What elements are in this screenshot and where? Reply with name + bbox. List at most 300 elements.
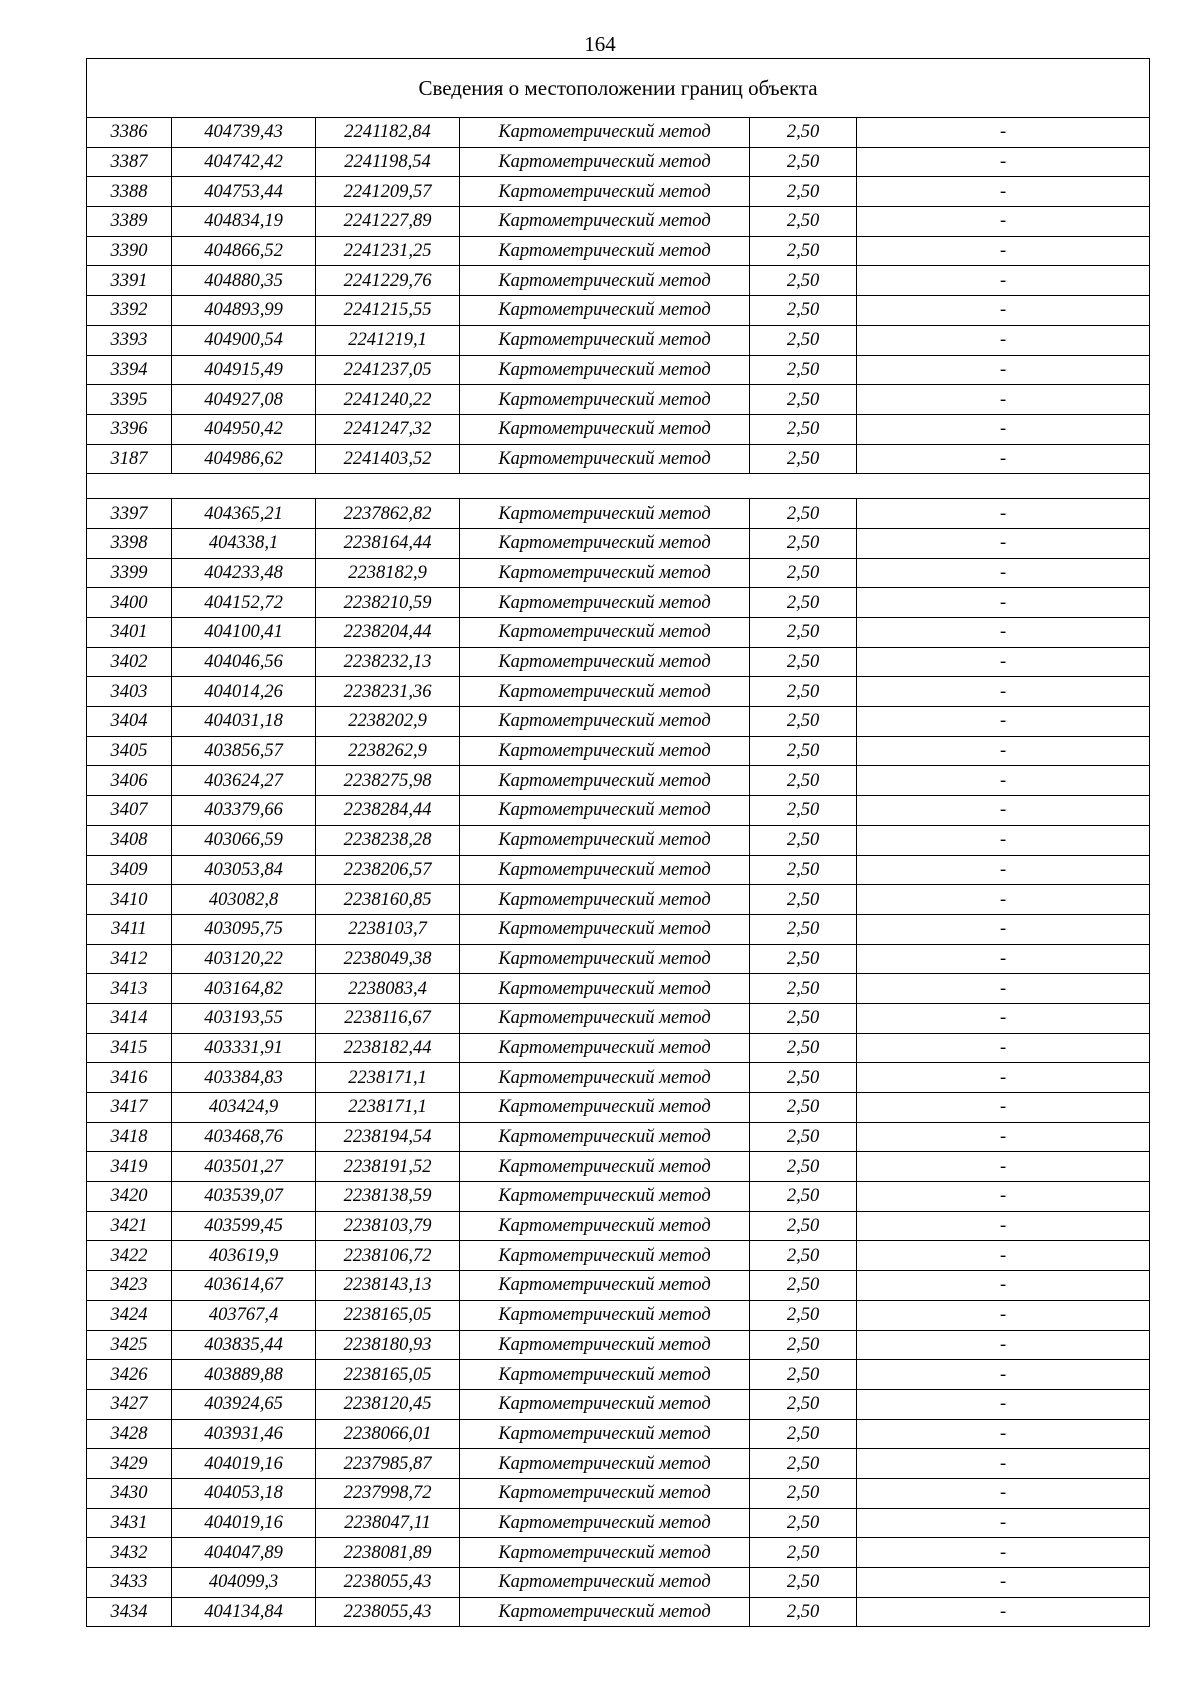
- y-coordinate-cell: 2241182,84: [316, 118, 460, 148]
- x-coordinate-cell: 404950,42: [172, 414, 316, 444]
- table-row: [87, 355, 1150, 385]
- point-number-cell: 3430: [87, 1478, 172, 1508]
- table-row: [87, 1241, 1150, 1271]
- accuracy-cell: 2,50: [750, 677, 857, 707]
- point-number-cell: 3431: [87, 1508, 172, 1538]
- point-number-cell: 3421: [87, 1211, 172, 1241]
- method-cell: Картометрический метод: [460, 974, 750, 1004]
- description-cell: -: [857, 1330, 1150, 1360]
- description-cell: -: [857, 147, 1150, 177]
- table-row: [87, 1568, 1150, 1598]
- accuracy-cell: 2,50: [750, 1182, 857, 1212]
- y-coordinate-cell: 2241229,76: [316, 266, 460, 296]
- method-cell: Картометрический метод: [460, 796, 750, 826]
- x-coordinate-cell: 403120,22: [172, 944, 316, 974]
- y-coordinate-cell: 2238047,11: [316, 1508, 460, 1538]
- x-coordinate-cell: 403924,65: [172, 1389, 316, 1419]
- table-title: Сведения о местоположении границ объекта: [87, 59, 1150, 118]
- description-cell: -: [857, 914, 1150, 944]
- point-number-cell: 3419: [87, 1152, 172, 1182]
- method-cell: Картометрический метод: [460, 177, 750, 207]
- method-cell: Картометрический метод: [460, 1597, 750, 1627]
- x-coordinate-cell: 404338,1: [172, 528, 316, 558]
- accuracy-cell: 2,50: [750, 385, 857, 415]
- accuracy-cell: 2,50: [750, 1478, 857, 1508]
- x-coordinate-cell: 404047,89: [172, 1538, 316, 1568]
- point-number-cell: 3423: [87, 1271, 172, 1301]
- y-coordinate-cell: 2241227,89: [316, 207, 460, 237]
- description-cell: -: [857, 325, 1150, 355]
- accuracy-cell: 2,50: [750, 855, 857, 885]
- table-row: [87, 1152, 1150, 1182]
- method-cell: Картометрический метод: [460, 1063, 750, 1093]
- accuracy-cell: 2,50: [750, 885, 857, 915]
- y-coordinate-cell: 2238210,59: [316, 588, 460, 618]
- point-number-cell: 3401: [87, 618, 172, 648]
- description-cell: -: [857, 499, 1150, 529]
- accuracy-cell: 2,50: [750, 1093, 857, 1123]
- y-coordinate-cell: 2237985,87: [316, 1449, 460, 1479]
- method-cell: Картометрический метод: [460, 118, 750, 148]
- point-number-cell: 3415: [87, 1033, 172, 1063]
- y-coordinate-cell: 2238120,45: [316, 1389, 460, 1419]
- accuracy-cell: 2,50: [750, 1360, 857, 1390]
- table-row: [87, 974, 1150, 1004]
- description-cell: -: [857, 1241, 1150, 1271]
- y-coordinate-cell: 2238231,36: [316, 677, 460, 707]
- method-cell: Картометрический метод: [460, 207, 750, 237]
- x-coordinate-cell: 403767,4: [172, 1300, 316, 1330]
- x-coordinate-cell: 403331,91: [172, 1033, 316, 1063]
- x-coordinate-cell: 404739,43: [172, 118, 316, 148]
- method-cell: Картометрический метод: [460, 618, 750, 648]
- y-coordinate-cell: 2238275,98: [316, 766, 460, 796]
- description-cell: -: [857, 796, 1150, 826]
- description-cell: -: [857, 1597, 1150, 1627]
- table-row: [87, 766, 1150, 796]
- y-coordinate-cell: 2238103,79: [316, 1211, 460, 1241]
- method-cell: Картометрический метод: [460, 1300, 750, 1330]
- method-cell: Картометрический метод: [460, 825, 750, 855]
- x-coordinate-cell: 403424,9: [172, 1093, 316, 1123]
- description-cell: -: [857, 618, 1150, 648]
- x-coordinate-cell: 404866,52: [172, 236, 316, 266]
- x-coordinate-cell: 404915,49: [172, 355, 316, 385]
- description-cell: -: [857, 885, 1150, 915]
- table-row: [87, 1330, 1150, 1360]
- accuracy-cell: 2,50: [750, 974, 857, 1004]
- point-number-cell: 3409: [87, 855, 172, 885]
- method-cell: Картометрический метод: [460, 414, 750, 444]
- point-number-cell: 3396: [87, 414, 172, 444]
- accuracy-cell: 2,50: [750, 207, 857, 237]
- x-coordinate-cell: 404019,16: [172, 1449, 316, 1479]
- point-number-cell: 3400: [87, 588, 172, 618]
- description-cell: -: [857, 825, 1150, 855]
- y-coordinate-cell: 2238083,4: [316, 974, 460, 1004]
- accuracy-cell: 2,50: [750, 1241, 857, 1271]
- group-separator-row: [87, 474, 1150, 499]
- y-coordinate-cell: 2238066,01: [316, 1419, 460, 1449]
- description-cell: -: [857, 944, 1150, 974]
- y-coordinate-cell: 2241219,1: [316, 325, 460, 355]
- x-coordinate-cell: 403835,44: [172, 1330, 316, 1360]
- x-coordinate-cell: 404019,16: [172, 1508, 316, 1538]
- boundary-coordinates-table: [86, 58, 1150, 1627]
- method-cell: Картометрический метод: [460, 325, 750, 355]
- y-coordinate-cell: 2238206,57: [316, 855, 460, 885]
- description-cell: -: [857, 1093, 1150, 1123]
- y-coordinate-cell: 2238180,93: [316, 1330, 460, 1360]
- point-number-cell: 3397: [87, 499, 172, 529]
- method-cell: Картометрический метод: [460, 1241, 750, 1271]
- point-number-cell: 3420: [87, 1182, 172, 1212]
- accuracy-cell: 2,50: [750, 1033, 857, 1063]
- table-row: [87, 385, 1150, 415]
- point-number-cell: 3392: [87, 296, 172, 326]
- accuracy-cell: 2,50: [750, 1538, 857, 1568]
- y-coordinate-cell: 2238106,72: [316, 1241, 460, 1271]
- table-row: [87, 707, 1150, 737]
- method-cell: Картометрический метод: [460, 885, 750, 915]
- x-coordinate-cell: 404014,26: [172, 677, 316, 707]
- point-number-cell: 3433: [87, 1568, 172, 1598]
- accuracy-cell: 2,50: [750, 1389, 857, 1419]
- point-number-cell: 3399: [87, 558, 172, 588]
- point-number-cell: 3405: [87, 736, 172, 766]
- accuracy-cell: 2,50: [750, 766, 857, 796]
- method-cell: Картометрический метод: [460, 1122, 750, 1152]
- x-coordinate-cell: 403095,75: [172, 914, 316, 944]
- x-coordinate-cell: 404100,41: [172, 618, 316, 648]
- accuracy-cell: 2,50: [750, 825, 857, 855]
- method-cell: Картометрический метод: [460, 558, 750, 588]
- accuracy-cell: 2,50: [750, 1063, 857, 1093]
- point-number-cell: 3390: [87, 236, 172, 266]
- table-row: [87, 1449, 1150, 1479]
- accuracy-cell: 2,50: [750, 736, 857, 766]
- x-coordinate-cell: 403501,27: [172, 1152, 316, 1182]
- x-coordinate-cell: 403624,27: [172, 766, 316, 796]
- y-coordinate-cell: 2238081,89: [316, 1538, 460, 1568]
- y-coordinate-cell: 2238103,7: [316, 914, 460, 944]
- point-number-cell: 3408: [87, 825, 172, 855]
- accuracy-cell: 2,50: [750, 1449, 857, 1479]
- method-cell: Картометрический метод: [460, 1211, 750, 1241]
- accuracy-cell: 2,50: [750, 1300, 857, 1330]
- x-coordinate-cell: 404900,54: [172, 325, 316, 355]
- table-row: [87, 885, 1150, 915]
- description-cell: -: [857, 1211, 1150, 1241]
- description-cell: -: [857, 177, 1150, 207]
- x-coordinate-cell: 404753,44: [172, 177, 316, 207]
- point-number-cell: 3407: [87, 796, 172, 826]
- y-coordinate-cell: 2238171,1: [316, 1063, 460, 1093]
- description-cell: -: [857, 1538, 1150, 1568]
- x-coordinate-cell: 403193,55: [172, 1003, 316, 1033]
- table-row: [87, 1211, 1150, 1241]
- table-row: [87, 1360, 1150, 1390]
- accuracy-cell: 2,50: [750, 236, 857, 266]
- description-cell: -: [857, 736, 1150, 766]
- method-cell: Картометрический метод: [460, 736, 750, 766]
- y-coordinate-cell: 2238116,67: [316, 1003, 460, 1033]
- description-cell: -: [857, 355, 1150, 385]
- y-coordinate-cell: 2238055,43: [316, 1568, 460, 1598]
- y-coordinate-cell: 2241240,22: [316, 385, 460, 415]
- table-title-row: [87, 59, 1150, 118]
- y-coordinate-cell: 2241403,52: [316, 444, 460, 474]
- accuracy-cell: 2,50: [750, 1568, 857, 1598]
- table-row: [87, 677, 1150, 707]
- table-row: [87, 1182, 1150, 1212]
- y-coordinate-cell: 2238182,9: [316, 558, 460, 588]
- method-cell: Картометрический метод: [460, 355, 750, 385]
- point-number-cell: 3410: [87, 885, 172, 915]
- accuracy-cell: 2,50: [750, 528, 857, 558]
- accuracy-cell: 2,50: [750, 588, 857, 618]
- y-coordinate-cell: 2241215,55: [316, 296, 460, 326]
- y-coordinate-cell: 2241231,25: [316, 236, 460, 266]
- method-cell: Картометрический метод: [460, 1419, 750, 1449]
- method-cell: Картометрический метод: [460, 444, 750, 474]
- table-row: [87, 1271, 1150, 1301]
- point-number-cell: 3404: [87, 707, 172, 737]
- table-row: [87, 118, 1150, 148]
- description-cell: -: [857, 444, 1150, 474]
- description-cell: -: [857, 1568, 1150, 1598]
- table-row: [87, 1093, 1150, 1123]
- x-coordinate-cell: 403164,82: [172, 974, 316, 1004]
- x-coordinate-cell: 403468,76: [172, 1122, 316, 1152]
- point-number-cell: 3395: [87, 385, 172, 415]
- x-coordinate-cell: 403614,67: [172, 1271, 316, 1301]
- x-coordinate-cell: 403931,46: [172, 1419, 316, 1449]
- point-number-cell: 3422: [87, 1241, 172, 1271]
- accuracy-cell: 2,50: [750, 414, 857, 444]
- x-coordinate-cell: 403539,07: [172, 1182, 316, 1212]
- method-cell: Картометрический метод: [460, 1033, 750, 1063]
- accuracy-cell: 2,50: [750, 1152, 857, 1182]
- y-coordinate-cell: 2237998,72: [316, 1478, 460, 1508]
- description-cell: -: [857, 1003, 1150, 1033]
- x-coordinate-cell: 404134,84: [172, 1597, 316, 1627]
- x-coordinate-cell: 403384,83: [172, 1063, 316, 1093]
- accuracy-cell: 2,50: [750, 325, 857, 355]
- description-cell: -: [857, 385, 1150, 415]
- method-cell: Картометрический метод: [460, 1093, 750, 1123]
- method-cell: Картометрический метод: [460, 855, 750, 885]
- point-number-cell: 3417: [87, 1093, 172, 1123]
- description-cell: -: [857, 707, 1150, 737]
- description-cell: -: [857, 118, 1150, 148]
- point-number-cell: 3402: [87, 647, 172, 677]
- y-coordinate-cell: 2238191,52: [316, 1152, 460, 1182]
- table-row: [87, 914, 1150, 944]
- description-cell: -: [857, 296, 1150, 326]
- x-coordinate-cell: 404053,18: [172, 1478, 316, 1508]
- description-cell: -: [857, 1389, 1150, 1419]
- method-cell: Картометрический метод: [460, 766, 750, 796]
- table-row: [87, 944, 1150, 974]
- point-number-cell: 3398: [87, 528, 172, 558]
- y-coordinate-cell: 2238171,1: [316, 1093, 460, 1123]
- description-cell: -: [857, 1122, 1150, 1152]
- accuracy-cell: 2,50: [750, 499, 857, 529]
- accuracy-cell: 2,50: [750, 266, 857, 296]
- description-cell: -: [857, 855, 1150, 885]
- point-number-cell: 3394: [87, 355, 172, 385]
- description-cell: -: [857, 647, 1150, 677]
- group-separator-cell: [87, 474, 1150, 499]
- y-coordinate-cell: 2238182,44: [316, 1033, 460, 1063]
- table-row: [87, 296, 1150, 326]
- point-number-cell: 3411: [87, 914, 172, 944]
- accuracy-cell: 2,50: [750, 914, 857, 944]
- point-number-cell: 3413: [87, 974, 172, 1004]
- x-coordinate-cell: 403066,59: [172, 825, 316, 855]
- y-coordinate-cell: 2237862,82: [316, 499, 460, 529]
- description-cell: -: [857, 266, 1150, 296]
- table-row: [87, 558, 1150, 588]
- table-row: [87, 825, 1150, 855]
- accuracy-cell: 2,50: [750, 1597, 857, 1627]
- point-number-cell: 3434: [87, 1597, 172, 1627]
- method-cell: Картометрический метод: [460, 1360, 750, 1390]
- description-cell: -: [857, 528, 1150, 558]
- point-number-cell: 3389: [87, 207, 172, 237]
- table-row: [87, 528, 1150, 558]
- description-cell: -: [857, 1300, 1150, 1330]
- table-row: [87, 647, 1150, 677]
- method-cell: Картометрический метод: [460, 1538, 750, 1568]
- description-cell: -: [857, 558, 1150, 588]
- accuracy-cell: 2,50: [750, 1271, 857, 1301]
- description-cell: -: [857, 207, 1150, 237]
- method-cell: Картометрический метод: [460, 1182, 750, 1212]
- table-row: [87, 499, 1150, 529]
- table-row: [87, 796, 1150, 826]
- y-coordinate-cell: 2241237,05: [316, 355, 460, 385]
- description-cell: -: [857, 1033, 1150, 1063]
- point-number-cell: 3386: [87, 118, 172, 148]
- description-cell: -: [857, 766, 1150, 796]
- table-row: [87, 1003, 1150, 1033]
- description-cell: -: [857, 1182, 1150, 1212]
- method-cell: Картометрический метод: [460, 1508, 750, 1538]
- table-row: [87, 444, 1150, 474]
- accuracy-cell: 2,50: [750, 1330, 857, 1360]
- accuracy-cell: 2,50: [750, 1211, 857, 1241]
- y-coordinate-cell: 2238160,85: [316, 885, 460, 915]
- y-coordinate-cell: 2241247,32: [316, 414, 460, 444]
- y-coordinate-cell: 2238262,9: [316, 736, 460, 766]
- method-cell: Картометрический метод: [460, 266, 750, 296]
- x-coordinate-cell: 403053,84: [172, 855, 316, 885]
- table-row: [87, 1389, 1150, 1419]
- table-row: [87, 736, 1150, 766]
- y-coordinate-cell: 2238204,44: [316, 618, 460, 648]
- point-number-cell: 3427: [87, 1389, 172, 1419]
- description-cell: -: [857, 1508, 1150, 1538]
- method-cell: Картометрический метод: [460, 1003, 750, 1033]
- y-coordinate-cell: 2238202,9: [316, 707, 460, 737]
- point-number-cell: 3425: [87, 1330, 172, 1360]
- y-coordinate-cell: 2238232,13: [316, 647, 460, 677]
- method-cell: Картометрический метод: [460, 499, 750, 529]
- method-cell: Картометрический метод: [460, 385, 750, 415]
- method-cell: Картометрический метод: [460, 147, 750, 177]
- x-coordinate-cell: 403619,9: [172, 1241, 316, 1271]
- table-row: [87, 207, 1150, 237]
- method-cell: Картометрический метод: [460, 647, 750, 677]
- y-coordinate-cell: 2238143,13: [316, 1271, 460, 1301]
- description-cell: -: [857, 1478, 1150, 1508]
- table-row: [87, 1033, 1150, 1063]
- x-coordinate-cell: 403889,88: [172, 1360, 316, 1390]
- y-coordinate-cell: 2238238,28: [316, 825, 460, 855]
- accuracy-cell: 2,50: [750, 944, 857, 974]
- point-number-cell: 3393: [87, 325, 172, 355]
- table-row: [87, 1508, 1150, 1538]
- y-coordinate-cell: 2238164,44: [316, 528, 460, 558]
- accuracy-cell: 2,50: [750, 147, 857, 177]
- point-number-cell: 3432: [87, 1538, 172, 1568]
- x-coordinate-cell: 404233,48: [172, 558, 316, 588]
- table-row: [87, 1478, 1150, 1508]
- x-coordinate-cell: 403856,57: [172, 736, 316, 766]
- x-coordinate-cell: 403379,66: [172, 796, 316, 826]
- accuracy-cell: 2,50: [750, 647, 857, 677]
- accuracy-cell: 2,50: [750, 296, 857, 326]
- table-body: [87, 59, 1150, 1627]
- description-cell: -: [857, 588, 1150, 618]
- x-coordinate-cell: 404365,21: [172, 499, 316, 529]
- table-row: [87, 1063, 1150, 1093]
- point-number-cell: 3412: [87, 944, 172, 974]
- y-coordinate-cell: 2238165,05: [316, 1300, 460, 1330]
- x-coordinate-cell: 404834,19: [172, 207, 316, 237]
- y-coordinate-cell: 2238138,59: [316, 1182, 460, 1212]
- method-cell: Картометрический метод: [460, 1152, 750, 1182]
- method-cell: Картометрический метод: [460, 677, 750, 707]
- description-cell: -: [857, 1271, 1150, 1301]
- method-cell: Картометрический метод: [460, 528, 750, 558]
- y-coordinate-cell: 2238055,43: [316, 1597, 460, 1627]
- description-cell: -: [857, 1449, 1150, 1479]
- x-coordinate-cell: 404986,62: [172, 444, 316, 474]
- accuracy-cell: 2,50: [750, 1508, 857, 1538]
- x-coordinate-cell: 404046,56: [172, 647, 316, 677]
- y-coordinate-cell: 2241209,57: [316, 177, 460, 207]
- accuracy-cell: 2,50: [750, 1122, 857, 1152]
- table-row: [87, 855, 1150, 885]
- table-row: [87, 1538, 1150, 1568]
- point-number-cell: 3429: [87, 1449, 172, 1479]
- description-cell: -: [857, 974, 1150, 1004]
- accuracy-cell: 2,50: [750, 796, 857, 826]
- point-number-cell: 3406: [87, 766, 172, 796]
- description-cell: -: [857, 677, 1150, 707]
- table-row: [87, 1419, 1150, 1449]
- y-coordinate-cell: 2238194,54: [316, 1122, 460, 1152]
- table-row: [87, 177, 1150, 207]
- y-coordinate-cell: 2238049,38: [316, 944, 460, 974]
- y-coordinate-cell: 2241198,54: [316, 147, 460, 177]
- x-coordinate-cell: 404893,99: [172, 296, 316, 326]
- y-coordinate-cell: 2238165,05: [316, 1360, 460, 1390]
- method-cell: Картометрический метод: [460, 1449, 750, 1479]
